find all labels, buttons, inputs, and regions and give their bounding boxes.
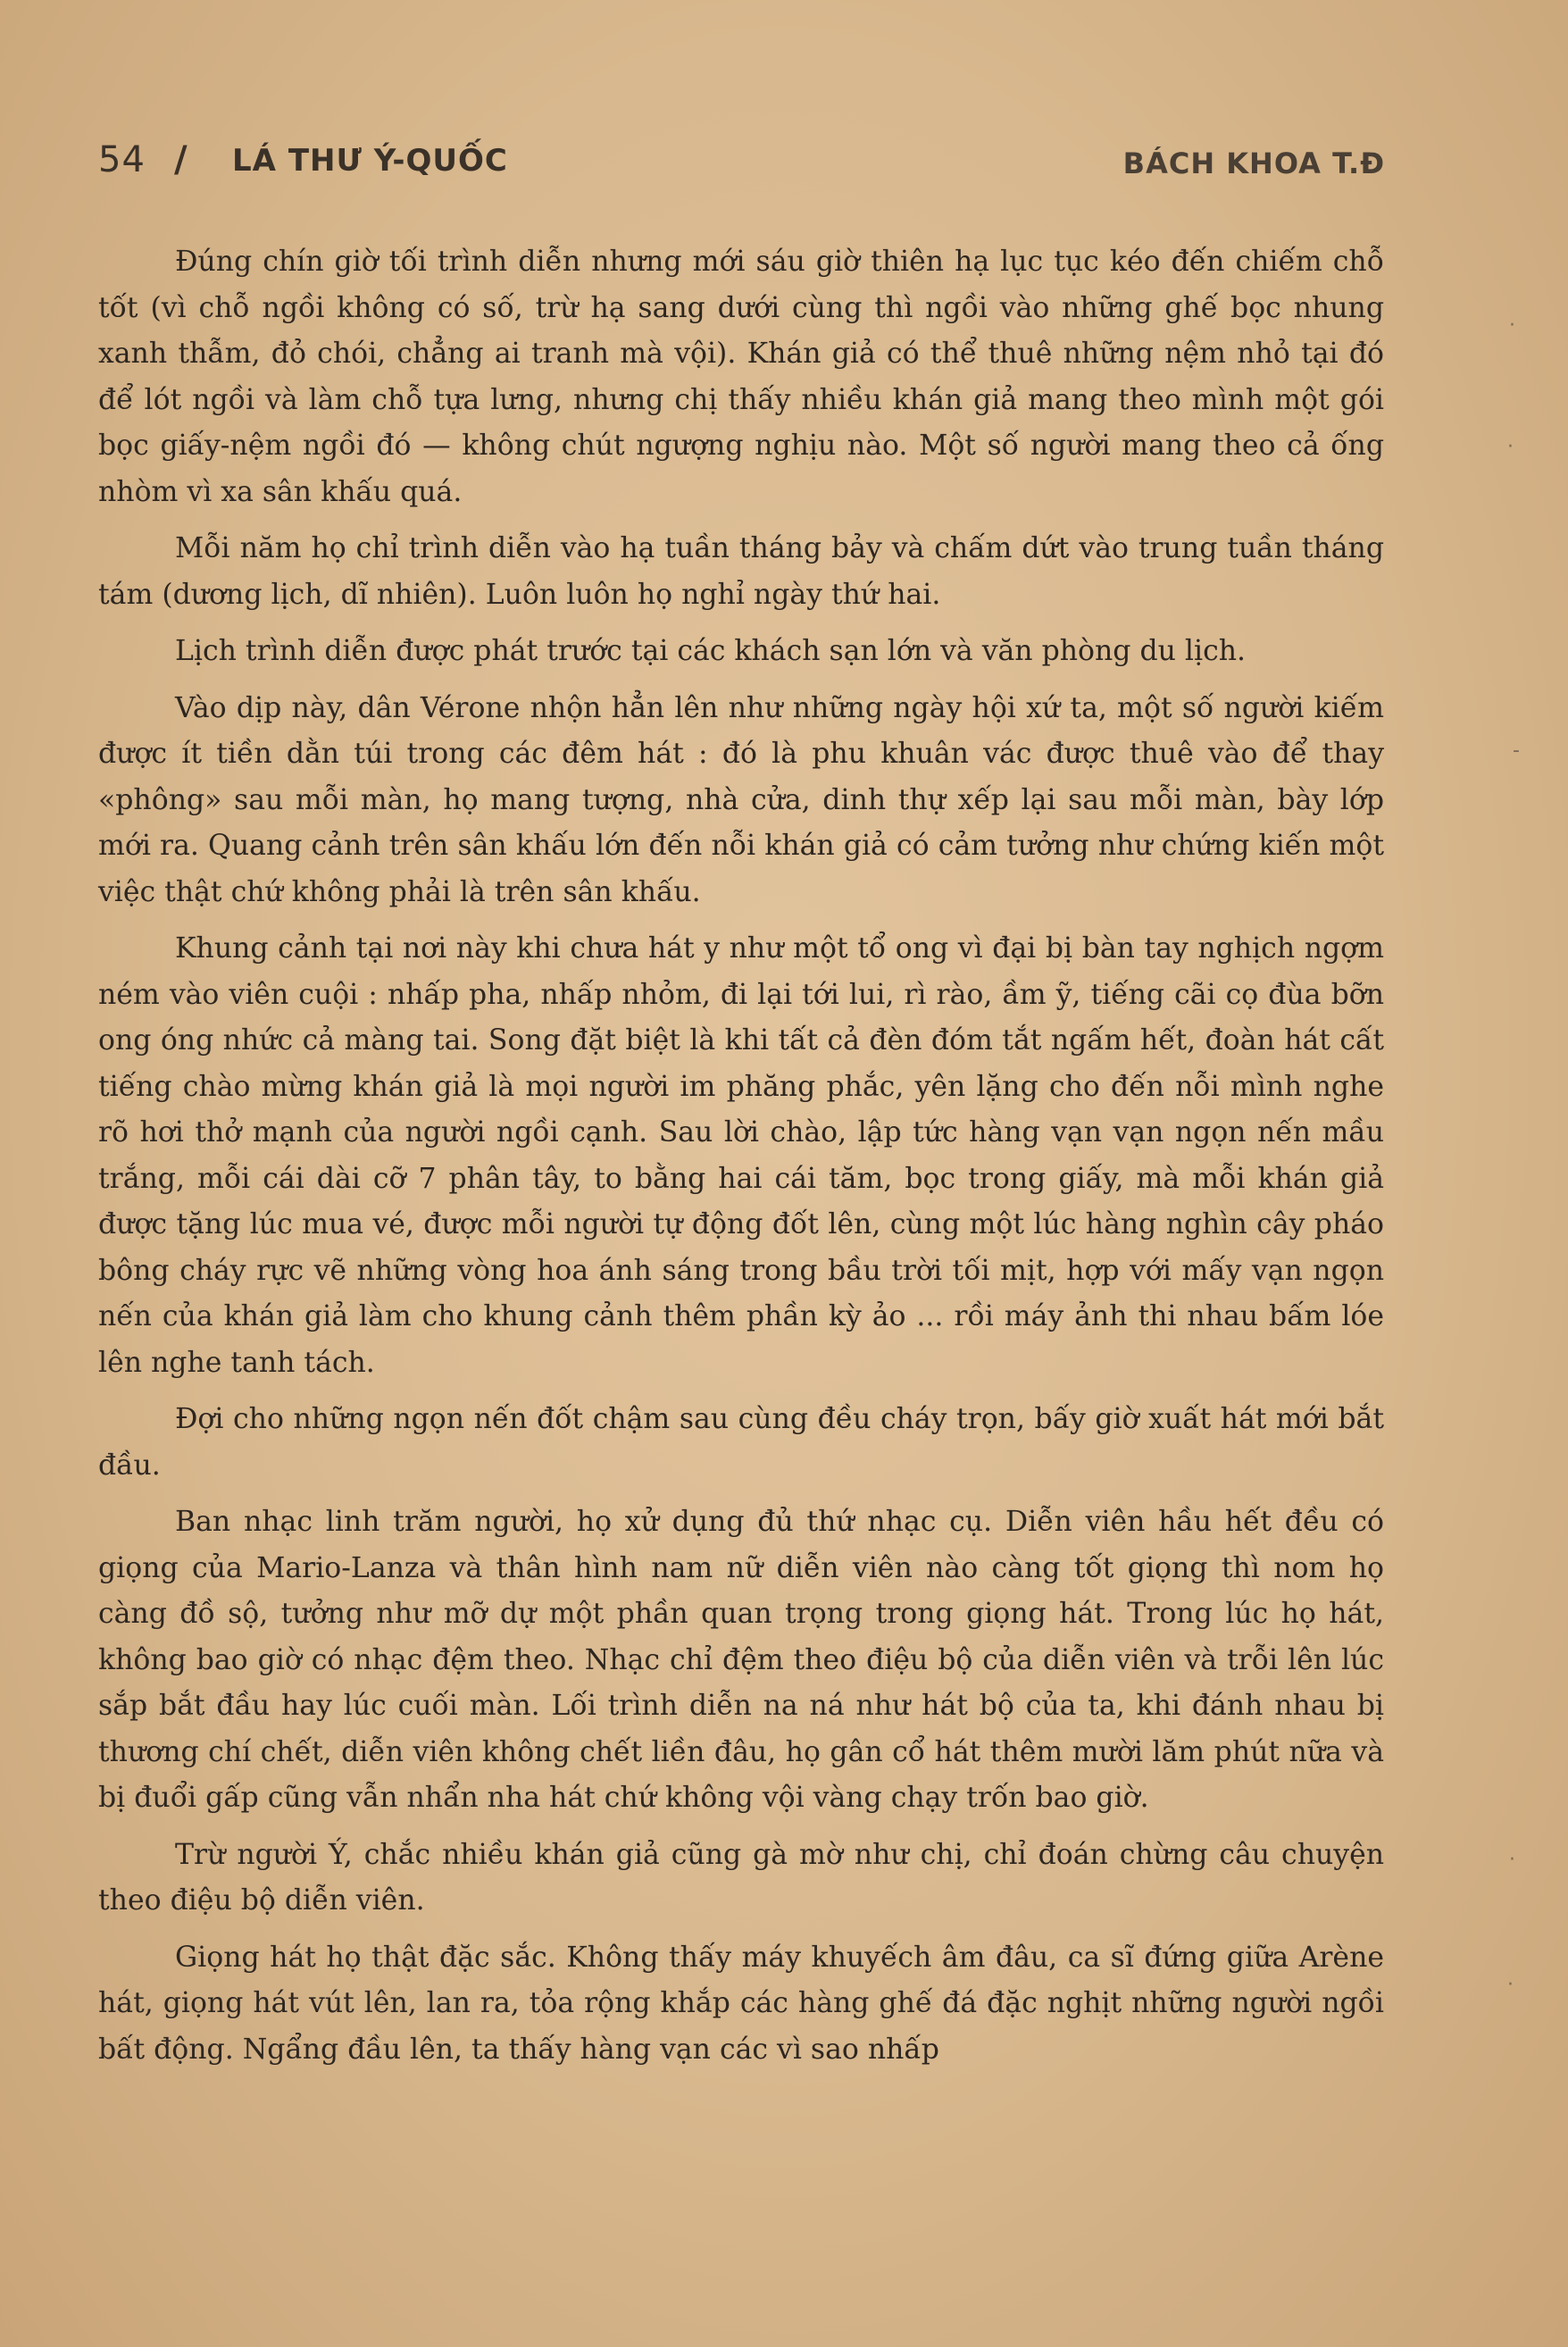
paragraph: Đúng chín giờ tối trình diễn nhưng mới sáu giờ thiên hạ lục tục kéo đến chiếm chỗ tốt (vì chỗ ngồi không có số, trừ hạ sang dưới cùng thì ngồi vào những ghế bọc nhung xanh thẫm, đỏ chói, chẳng ai tranh mà vội). Khán giả có thể thuê những nệm nhỏ tại đó để lót ngồi và làm chỗ tựa lưng, nhưng chị thấy nhiều khán giả mang theo mình một gói bọc giấy-nệm ngồi đó — không chút ngượng nghịu nào. Một số người mang theo cả ống nhòm vì xa sân khấu quá. xyxy=(98,246,1384,508)
margin-speck: · xyxy=(1509,314,1515,337)
paragraph: Vào dịp này, dân Vérone nhộn hẳn lên như những ngày hội xứ ta, một số người kiếm được ít tiền dằn túi trong các đêm hát : đó là phu khuân vác được thuê vào để thay «phông» sau mỗi màn, họ mang tượng, nhà cửa, dinh thự xếp lại sau mỗi màn, bày lớp mới ra. Quang cảnh trên sân khấu lớn đến nỗi khán giả có cảm tưởng như chứng kiến một việc thật chứ không phải là trên sân khấu. xyxy=(98,691,1384,908)
paragraph: Ban nhạc linh trăm người, họ xử dụng đủ thứ nhạc cụ. Diễn viên hầu hết đều có giọng của Mario-Lanza và thân hình nam nữ diễn viên nào càng tốt giọng thì nom họ càng đồ sộ, tưởng như mỡ dự một phần quan trọng trong giọng hát. Trong lúc họ hát, không bao giờ có nhạc đệm theo. Nhạc chỉ đệm theo điệu bộ của diễn viên và trỗi lên lúc sắp bắt đầu hay lúc cuối màn. Lối trình diễn na ná như hát bộ của ta, khi đánh nhau bị thương chí chết, diễn viên không chết liền đâu, họ gân cổ hát thêm mười lăm phút nữa và bị đuổi gấp cũng vẫn nhẩn nha hát chứ không vội vàng chạy trốn bao giờ. xyxy=(98,1506,1384,1814)
running-title: LÁ THƯ Ý-QUỐC xyxy=(232,143,508,179)
page-number: 54 xyxy=(98,139,146,180)
paragraph: Giọng hát họ thật đặc sắc. Không thấy máy khuyếch âm đâu, ca sĩ đứng giữa Arène hát, giọng hát vút lên, lan ra, tỏa rộng khắp các hàng ghế đá đặc nghịt những người ngồi bất động. Ngẩng đầu lên, ta thấy hàng vạn các vì sao nhấp xyxy=(98,1941,1384,2066)
paragraph: Trừ người Ý, chắc nhiều khán giả cũng gà mờ như chị, chỉ đoán chừng câu chuyện theo điệu bộ diễn viên. xyxy=(98,1838,1384,1917)
margin-speck: - xyxy=(1513,739,1520,762)
paragraph: Đợi cho những ngọn nến đốt chậm sau cùng đều cháy trọn, bấy giờ xuất hát mới bắt đầu. xyxy=(98,1403,1384,1482)
paragraph: Khung cảnh tại nơi này khi chưa hát y như một tổ ong vì đại bị bàn tay nghịch ngợm ném vào viên cuội : nhấp pha, nhấp nhỏm, đi lại tới lui, rì rào, ầm ỹ, tiếng cãi cọ đùa bỡn ong óng nhức cả màng tai. Song đặt biệt là khi tất cả đèn đóm tắt ngấm hết, đoàn hát cất tiếng chào mừng khán giả là mọi người im phăng phắc, yên lặng cho đến nỗi mình nghe rõ hơi thở mạnh của người ngồi cạnh. Sau lời chào, lập tức hàng vạn vạn ngọn nến mầu trắng, mỗi cái dài cỡ 7 phân tây, to bằng hai cái tăm, bọc trong giấy, mà mỗi khán giả được tặng lúc mua vé, được mỗi người tự động đốt lên, cùng một lúc hàng nghìn cây pháo bông cháy rực vẽ những vòng hoa ánh sáng trong bầu trời tối mịt, hợp với mấy vạn ngọn nến của khán giả làm cho khung cảnh thêm phần kỳ ảo ... rồi máy ảnh thi nhau bấm lóe lên nghe tanh tách. xyxy=(98,932,1384,1379)
journal-name: BÁCH KHOA T.Đ xyxy=(1122,146,1385,180)
margin-speck: · xyxy=(1507,1974,1514,1996)
page-header xyxy=(98,134,1385,188)
header-separator: / xyxy=(174,139,188,180)
margin-speck: · xyxy=(1509,1849,1515,1871)
paragraph: Lịch trình diễn được phát trước tại các khách sạn lớn và văn phòng du lịch. xyxy=(175,635,1247,667)
paragraph: Mỗi năm họ chỉ trình diễn vào hạ tuần tháng bảy và chấm dứt vào trung tuần tháng tám (dương lịch, dĩ nhiên). Luôn luôn họ nghỉ ngày thứ hai. xyxy=(98,532,1384,611)
margin-speck: · xyxy=(1507,436,1514,458)
article-body xyxy=(98,239,1384,2084)
